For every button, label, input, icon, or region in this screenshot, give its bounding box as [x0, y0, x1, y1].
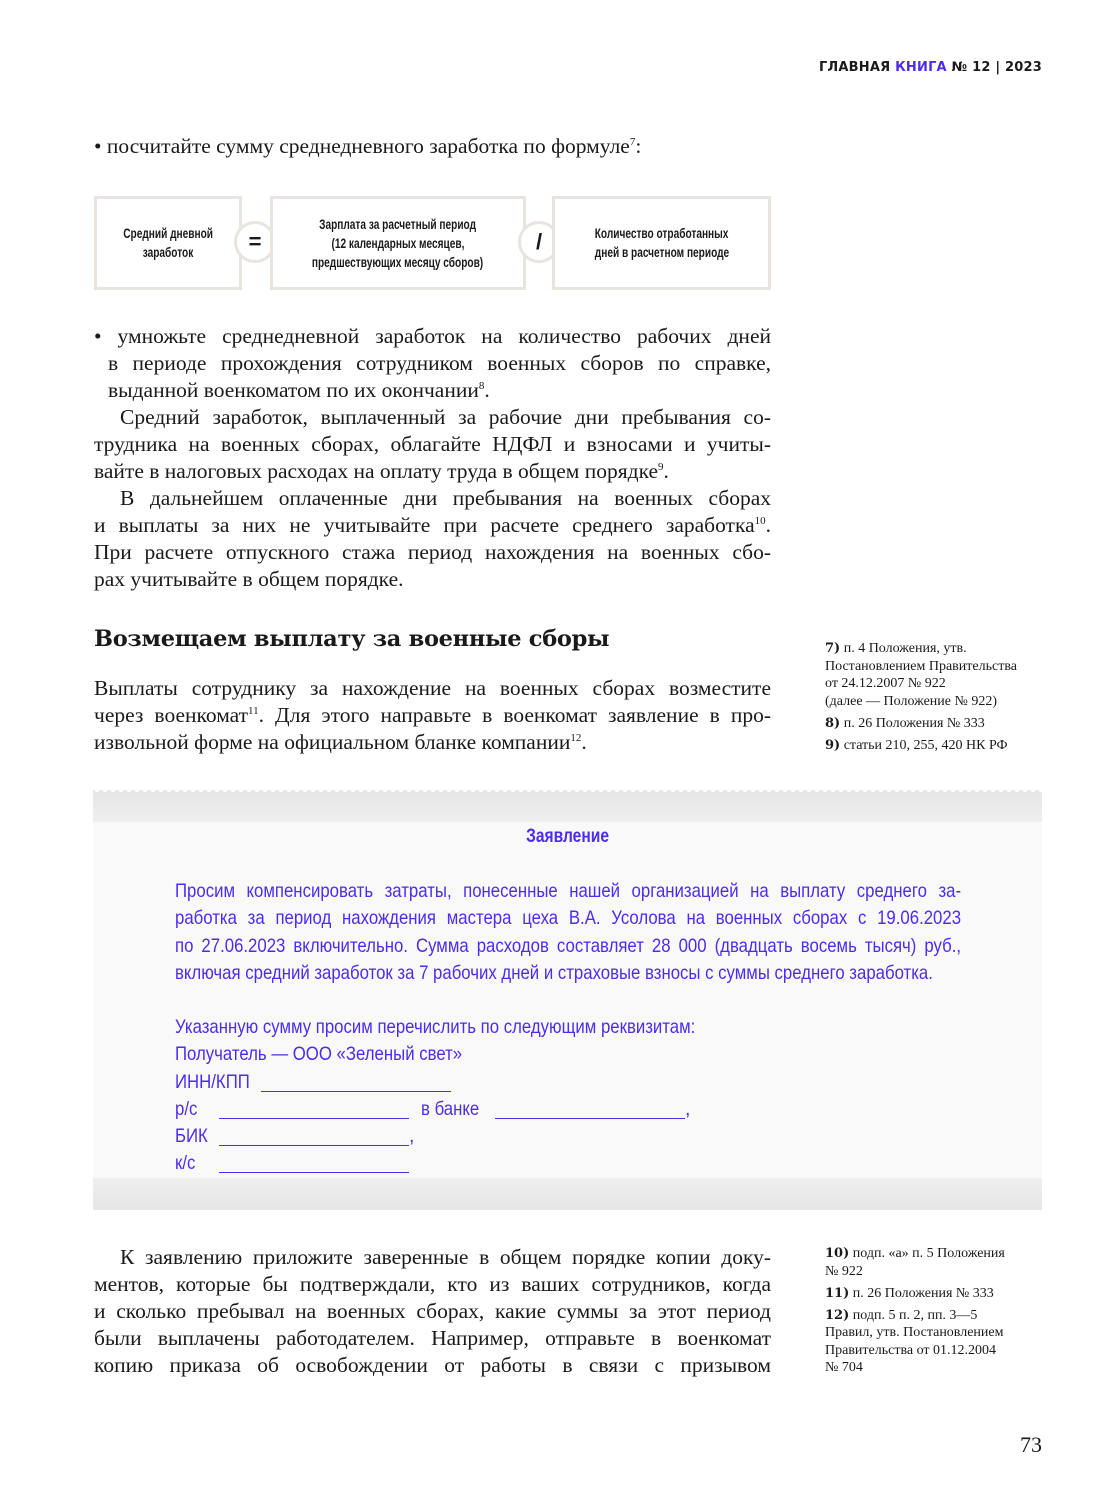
bullet-formula-intro [94, 133, 771, 160]
text-line: через военкомат$^{11}$. Для этого направьте в военкомат заявление в про- [94, 703, 771, 727]
text-line: трудника на военных сборах, облагайте НДФЛ и взносами и учиты- [94, 432, 771, 456]
footnote-12: 12) подп. 5 п. 2, пп. 3—5 Правил, утв. Постановлением Правительства от 01.12.2004 № 704 [825, 1307, 1004, 1375]
form-recipient: Получатель — ООО «Зеленый свет» [175, 1043, 463, 1066]
section-heading: Возмещаем выплату за военные сборы [94, 626, 610, 652]
formula-days-worked: Количество отработанных дней в расчетном периоде [552, 196, 771, 290]
running-header [819, 60, 1042, 75]
text-line: и сколько пребывал на военных сборах, какие суммы за этот период [94, 1299, 771, 1323]
footnotes-bottom [825, 1245, 1050, 1381]
footnotes-top [825, 640, 1050, 759]
text-line: и выплаты за них не учитывайте при расчете среднего заработка$^{10}$. [94, 513, 771, 537]
form-line: работка за период нахождения мастера цеха В.А. Усолова на военных сборах с 19.06.2023 [175, 907, 962, 930]
form-requisites [175, 1014, 961, 1178]
reimbursement-paragraph [94, 675, 771, 756]
formula-salary-period: Зарплата за расчетный период (12 календарных месяцев, предшествующих месяцу сборов) [270, 196, 526, 290]
text-line: Выплаты сотруднику за нахождение на военных сборах возместите [94, 676, 771, 700]
magazine-title: ГЛАВНАЯ [818, 60, 891, 75]
account-label: р/с [175, 1097, 198, 1120]
account-blank [219, 1118, 409, 1119]
text-line: в периоде прохождения сотрудником военных сборов по справке, [108, 351, 771, 375]
form-top-band [93, 790, 1042, 822]
text-line: копию приказа об освобождении от работы в связи с призывом [94, 1353, 771, 1377]
bank-blank [495, 1118, 685, 1119]
formula-average-daily-earnings: Средний дневной заработок [94, 196, 242, 290]
bullet-multiply [94, 323, 771, 593]
bik-blank [219, 1145, 409, 1146]
text-line: вайте в налоговых расходах на оплату труда в общем порядке$^9$. [94, 459, 669, 483]
form-body [175, 878, 961, 987]
text-line: При расчете отпускного стажа период нахождения на военных сбо- [94, 540, 771, 564]
footnote-9: 9) статьи 210, 255, 420 НК РФ [825, 737, 1008, 753]
text-line: рах учитывайте в общем порядке. [94, 567, 404, 591]
footnote-10: 10) подп. «а» п. 5 Положения № 922 [825, 1246, 1005, 1279]
footnote-11: 11) п. 26 Положения № 333 [825, 1285, 994, 1301]
form-line: по 27.06.2023 включительно. Сумма расходов составляет 28 000 (двадцать восемь тысяч) руб., [175, 934, 962, 957]
comma: , [685, 1097, 691, 1120]
text-line: ментов, которые бы подтверждали, кто из ваших сотрудников, когда [94, 1272, 771, 1296]
attachments-paragraph [94, 1244, 771, 1379]
text-line: извольной форме на официальном бланке компании$^{12}$. [94, 730, 587, 754]
perforated-edge [93, 790, 1042, 794]
bank-label: в банке [421, 1097, 480, 1120]
text-line: были выплачены работодателем. Например, отправьте в военкомат [94, 1326, 771, 1350]
inn-blank [261, 1091, 451, 1092]
footnote-7: 7) п. 4 Положения, утв. Постановлением Правительства от 24.12.2007 № 922 (далее — Положение № 922) [825, 641, 1017, 709]
form-title: Заявление [526, 826, 609, 847]
comma: , [409, 1125, 415, 1148]
footnote-8: 8) п. 26 Положения № 333 [825, 715, 985, 731]
text-line: • умножьте среднедневной заработок на количество рабочих дней [94, 324, 771, 348]
corr-account-blank [219, 1172, 409, 1173]
application-form-sample [93, 790, 1042, 1210]
issue-number: № 12 | 2023 [951, 60, 1042, 75]
text-line: • посчитайте сумму среднедневного заработка по формуле$^7$: [94, 134, 642, 158]
text-line: К заявлению приложите заверенные в общем порядке копии доку- [120, 1245, 771, 1269]
magazine-title-accent: КНИГА [895, 60, 947, 75]
text-line: выданной военкоматом по их окончании$^8$. [108, 378, 490, 402]
page-number: 73 [1020, 1432, 1042, 1457]
equals-sign: = [234, 221, 276, 263]
divide-sign: / [518, 221, 560, 263]
form-request-text: Указанную сумму просим перечислить по следующим реквизитам: [175, 1016, 696, 1038]
bik-label: БИК [175, 1125, 208, 1148]
form-bottom-band [93, 1178, 1042, 1210]
text-line: В дальнейшем оплаченные дни пребывания на военных сборах [120, 486, 771, 510]
corr-account-label: к/с [175, 1152, 196, 1175]
formula-diagram [94, 196, 771, 290]
inn-label: ИНН/КПП [175, 1070, 250, 1093]
form-line: Просим компенсировать затраты, понесенные нашей организацией на выплату среднего за- [175, 880, 962, 902]
text-line: Средний заработок, выплаченный за рабочие дни пребывания со- [120, 405, 771, 429]
form-line: включая средний заработок за 7 рабочих дней и страховые взносы с суммы среднего заработка. [175, 961, 933, 984]
